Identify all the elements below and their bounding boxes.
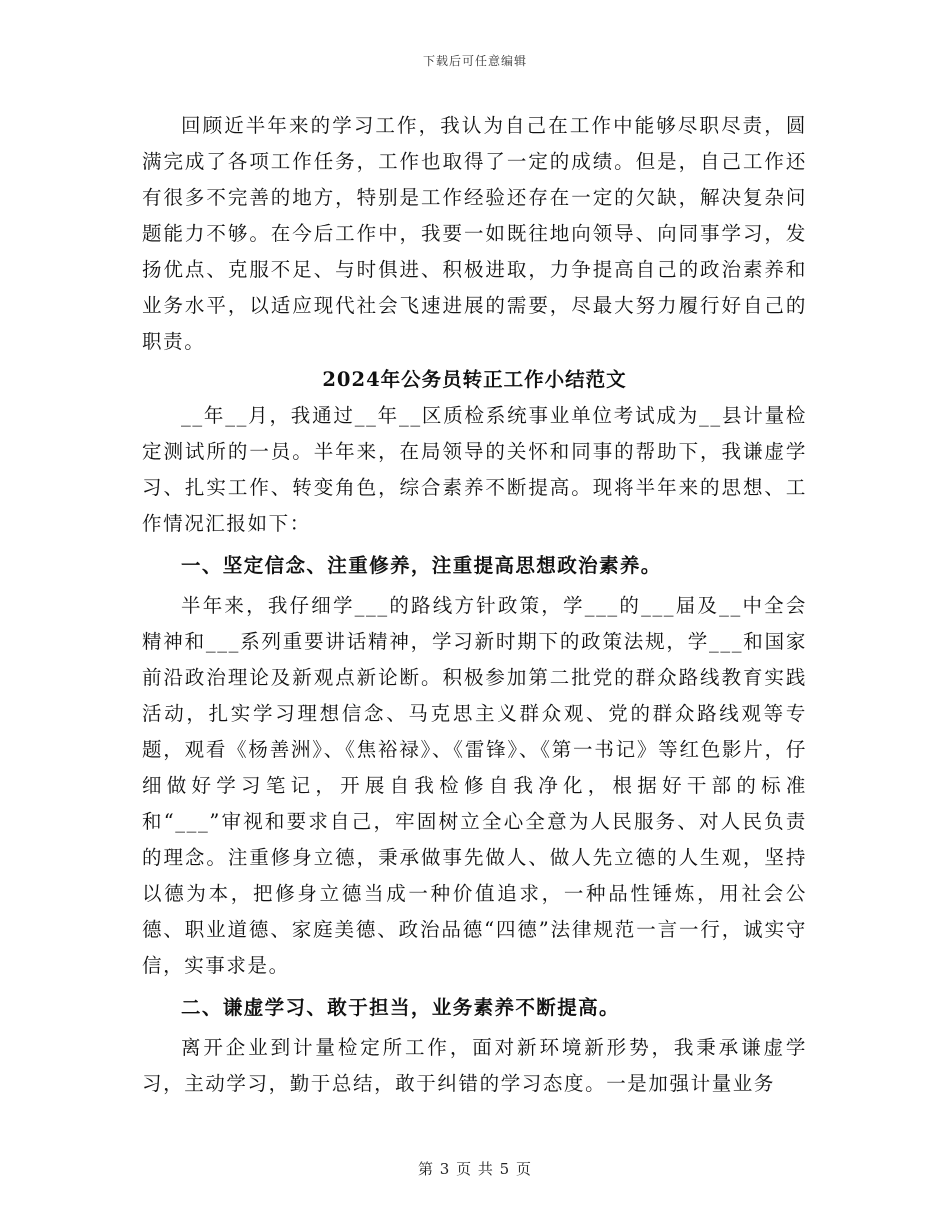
opening-paragraph: __年__月，我通过__年__区质检系统事业单位考试成为__县计量检定测试所的一员。半年来，在局领导的关怀和同事的帮助下，我谦虚学习、扎实工作、转变角色，综合素养不断提高。现将半年来的思想、工作情况汇报如下： xyxy=(142,404,807,535)
section-1-heading: 一、坚定信念、注重修养，注重提高思想政治素养。 xyxy=(181,554,662,577)
section-2-paragraph: 离开企业到计量检定所工作，面对新环境新形势，我秉承谦虚学习，主动学习，勤于总结，敢于纠错的学习态度。一是加强计量业务 xyxy=(142,1036,807,1095)
document-body xyxy=(142,108,807,1102)
page-header-note: 下载后可任意编辑 xyxy=(422,54,527,68)
section-1-paragraph: 半年来，我仔细学___的路线方针政策，学___的___届及__中全会精神和___系列重要讲话精神，学习新时期下的政策法规，学___和国家前沿政治理论及新观点新论断。积极参加第二批党的群众路线教育实践活动，扎实学习理想信念、马克思主义群众观、党的群众路线观等专题，观看《杨善洲》、《焦裕禄》、《雷锋》、《第一书记》等红色影片，仔细做好学习笔记，开展自我检修自我净化，根据好干部的标准和“___”审视和要求自己，牢固树立全心全意为人民服务、对人民负责的理念。注重修身立德，秉承做事先做人、做人先立德的人生观，坚持以德为本，把修身立德当成一种价值追求，一种品性锤炼，用社会公德、职业道德、家庭美德、政治品德“四德”法律规范一言一行，诚实守信，实事求是。 xyxy=(142,594,807,977)
intro-paragraph: 回顾近半年来的学习工作，我认为自己在工作中能够尽职尽责，圆满完成了各项工作任务，工作也取得了一定的成绩。但是，自己工作还有很多不完善的地方，特别是工作经验还存在一定的欠缺，解决复杂问题能力不够。在今后工作中，我要一如既往地向领导、向同事学习，发扬优点、克服不足、与时俱进、积极进取，力争提高自己的政治素养和业务水平，以适应现代社会飞速进展的需要，尽最大努力履行好自己的职责。 xyxy=(142,114,807,353)
article-title: 2024年公务员转正工作小结范文 xyxy=(322,368,627,391)
page-number: 第 3 页 共 5 页 xyxy=(418,1160,532,1178)
section-2-heading: 二、谦虚学习、敢于担当，业务素养不断提高。 xyxy=(181,996,620,1019)
